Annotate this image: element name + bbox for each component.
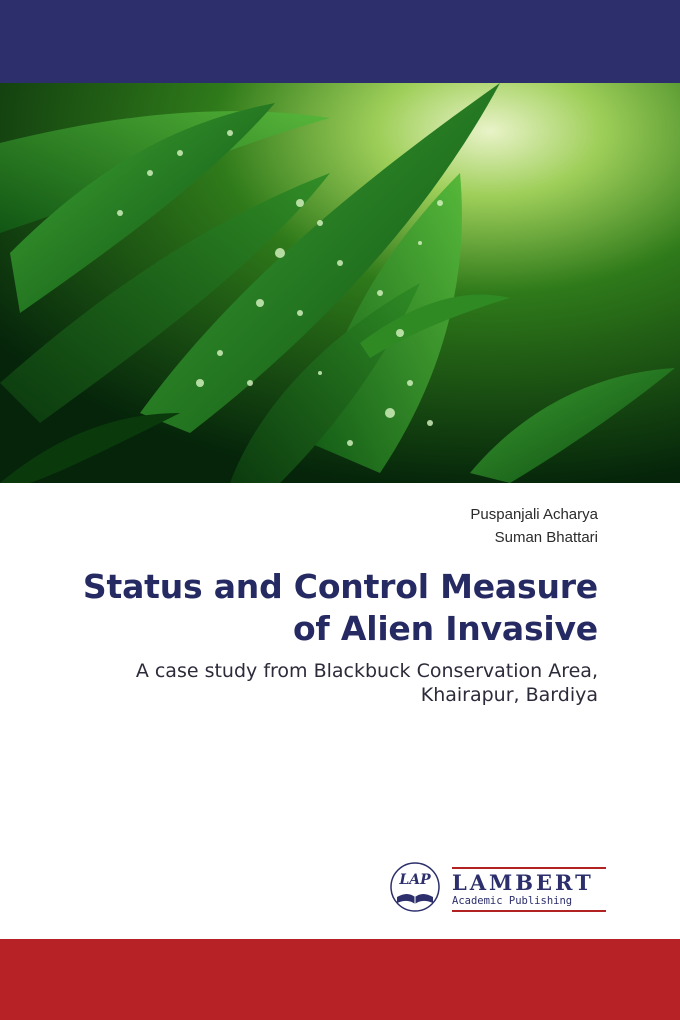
subtitle-line: A case study from Blackbuck Conservation Area, [135, 660, 598, 682]
title-line: Status and Control Measure [82, 567, 598, 606]
book-title [0, 566, 598, 650]
book-subtitle [0, 659, 598, 707]
open-book-icon [388, 860, 442, 914]
authors [470, 503, 598, 549]
publisher-name: LAMBERT [452, 870, 594, 895]
author-name: Puspanjali Acharya [470, 506, 598, 523]
logo-mark: LAP [399, 872, 431, 888]
bottom-color-band [0, 939, 680, 1020]
top-color-band [0, 0, 680, 83]
publisher-name-block [452, 867, 606, 912]
subtitle-line: Khairapur, Bardiya [420, 684, 598, 706]
cover-image [0, 83, 680, 483]
publisher-tagline: Academic Publishing [452, 895, 606, 912]
title-line: of Alien Invasive [292, 609, 598, 648]
author-name: Suman Bhattari [494, 529, 598, 546]
publisher-logo [388, 860, 608, 914]
